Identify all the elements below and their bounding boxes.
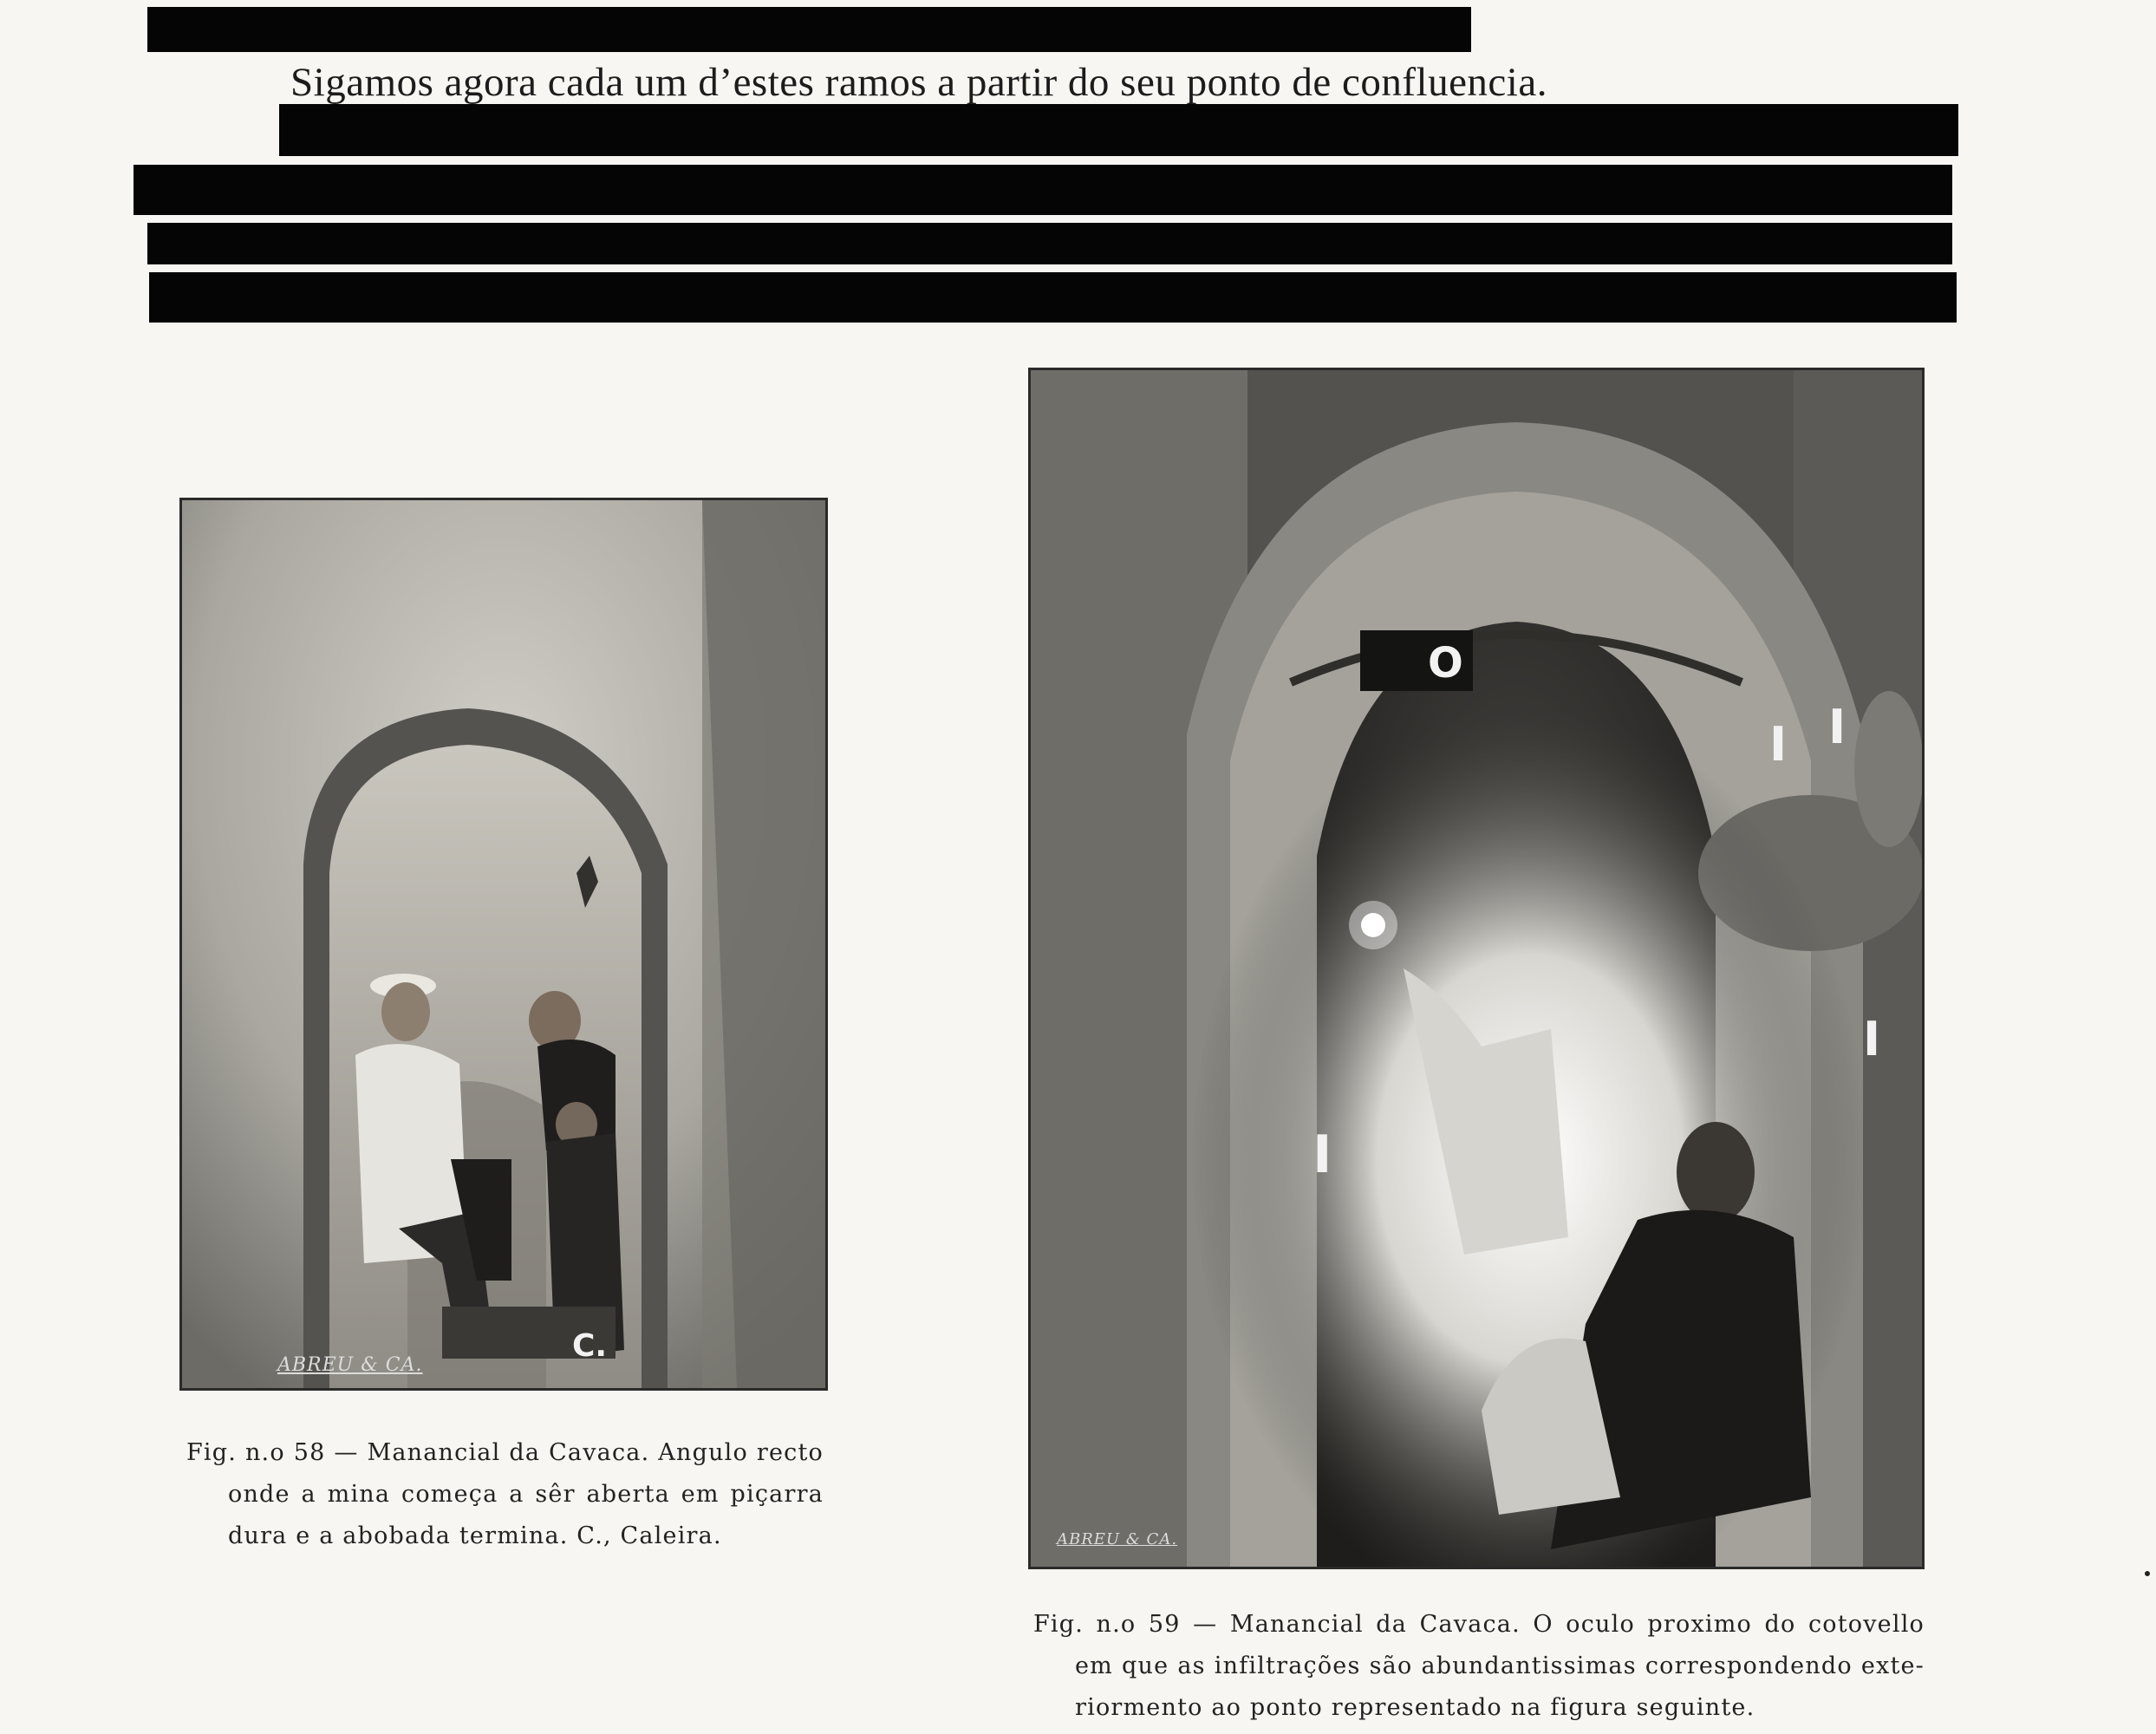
figure-59-label-o: O xyxy=(1428,639,1463,688)
figure-59-label-i-2: I xyxy=(1828,700,1847,754)
redaction-bar-2 xyxy=(279,104,1958,156)
figure-58-label-c: C. xyxy=(572,1328,608,1364)
figure-59-caption-line-1: Fig. n.o 59 — Manancial da Cavaca. O oculo proximo do cotovello xyxy=(1033,1611,1925,1638)
figure-59-photographer-stamp: ABREU & CA. xyxy=(1057,1530,1178,1548)
figure-59-label-i-4: I xyxy=(1312,1124,1332,1185)
page-speck xyxy=(2145,1571,2150,1576)
figure-59-label-i-3: I xyxy=(1863,1012,1881,1066)
figure-59-caption xyxy=(1033,1604,1925,1729)
figure-59-caption-line-3: riormento ao ponto representado na figura seguinte. xyxy=(1075,1694,1755,1721)
figure-59-caption-line-2: em que as infiltrações são abundantissimas correspondendo exte- xyxy=(1075,1653,1925,1679)
redaction-bar-1 xyxy=(147,7,1471,52)
figure-58-caption-line-3: dura e a abobada termina. C., Caleira. xyxy=(228,1522,722,1549)
redaction-bar-5 xyxy=(149,272,1957,323)
figure-58-caption xyxy=(186,1432,824,1557)
figure-59-photo xyxy=(1028,368,1925,1569)
figure-58-illustration xyxy=(182,500,825,1388)
redaction-bar-3 xyxy=(134,165,1952,215)
figure-58-caption-line-2: onde a mina começa a sêr aberta em piçarra xyxy=(228,1481,824,1508)
figure-59-illustration xyxy=(1031,370,1922,1567)
figure-59-label-i-1: I xyxy=(1769,717,1788,772)
figure-58-photographer-stamp: ABREU & CA. xyxy=(277,1354,423,1376)
figure-58-photo xyxy=(179,498,828,1391)
figure-58-caption-line-1: Fig. n.o 58 — Manancial da Cavaca. Angulo recto xyxy=(186,1439,824,1466)
redaction-bar-4 xyxy=(147,223,1952,264)
body-paragraph-line: Sigamos agora cada um d’estes ramos a partir do seu ponto de confluencia. xyxy=(290,60,1547,105)
